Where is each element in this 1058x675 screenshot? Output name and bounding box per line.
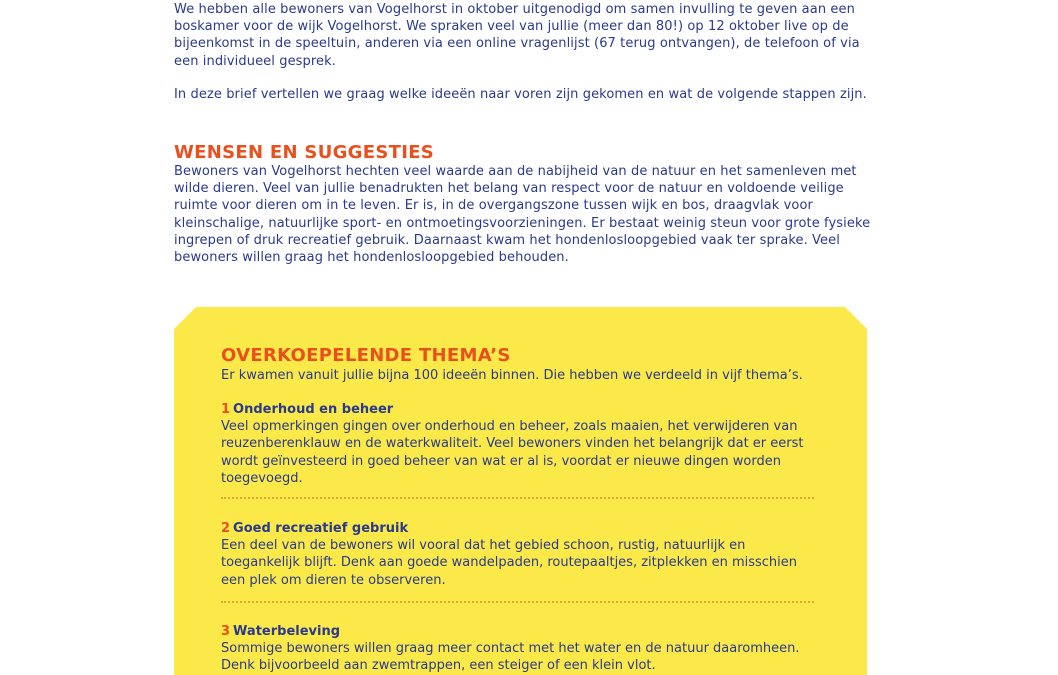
- theme-number: 3: [221, 624, 231, 639]
- theme-text: Veel opmerkingen gingen over onderhoud en beheer, zoals maaien, het verwijderen van reuzenberenklauw en de waterkwaliteit. Veel bewoners vinden het belangrijk dat er eerst wordt geïnvesteerd in goed beheer van wat er al is, voordat er nieuwe dingen worden toegevoegd.: [221, 419, 804, 486]
- theme-number: 2: [221, 521, 231, 536]
- dotted-divider: [221, 497, 814, 499]
- dotted-divider: [221, 601, 814, 603]
- theme-text: Een deel van de bewoners wil vooral dat het gebied schoon, rustig, natuurlijk en toegankelijk blijft. Denk aan goede wandelpaden, routepaaltjes, zitplekken en misschien een plek om dieren te observeren.: [221, 538, 798, 588]
- theme-heading: [221, 520, 821, 537]
- theme-item-3: [221, 623, 821, 675]
- intro-paragraph-1: We hebben alle bewoners van Vogelhorst in oktober uitgenodigd om samen invulling te geven aan een boskamer voor de wijk Vogelhorst. We spraken veel van jullie (meer dan 80!) op 12 oktober live op de bijeenkomst in de speeltuin, anderen via een online vragenlijst (67 terug ontvangen), de telefoon of via een individueel gesprek.: [174, 2, 860, 69]
- theme-heading: [221, 623, 821, 640]
- theme-text: Sommige bewoners willen graag meer contact met het water en de natuur daaromheen. Denk bijvoorbeeld aan zwemtrappen, een steiger of een klein vlot.: [221, 641, 800, 674]
- theme-number: 1: [221, 402, 231, 417]
- themas-intro: Er kwamen vanuit jullie bijna 100 ideeën binnen. Die hebben we verdeeld in vijf thema’s.: [221, 368, 803, 383]
- wensen-title: WENSEN EN SUGGESTIES: [174, 142, 435, 163]
- theme-heading: [221, 401, 821, 418]
- theme-item-2: [221, 520, 821, 589]
- wensen-body: Bewoners van Vogelhorst hechten veel waarde aan de nabijheid van de natuur en het samenleven met wilde dieren. Veel van jullie benadrukten het belang van respect voor de natuur en voldoende veilige ruimte voor dieren om in te leven. Er is, in de overgangszone tussen wijk en bos, draagvlak voor kleinschalige, natuurlijke sport- en ontmoetingsvoorzieningen. Er bestaat weinig steun voor grote fysieke ingrepen of druk recreatief gebruik. Daarnaast kwam het hondenlosloopgebied vaak ter sprake. Veel bewoners willen graag het hondenlosloopgebied behouden.: [174, 164, 871, 266]
- theme-item-1: [221, 401, 821, 487]
- intro-paragraph-2: In deze brief vertellen we graag welke ideeën naar voren zijn gekomen en wat de volgende stappen zijn.: [174, 87, 867, 102]
- theme-heading-text: Onderhoud en beheer: [233, 402, 394, 417]
- theme-heading-text: Waterbeleving: [233, 624, 341, 639]
- theme-heading-text: Goed recreatief gebruik: [233, 521, 409, 536]
- themas-title: OVERKOEPELENDE THEMA’S: [221, 345, 511, 366]
